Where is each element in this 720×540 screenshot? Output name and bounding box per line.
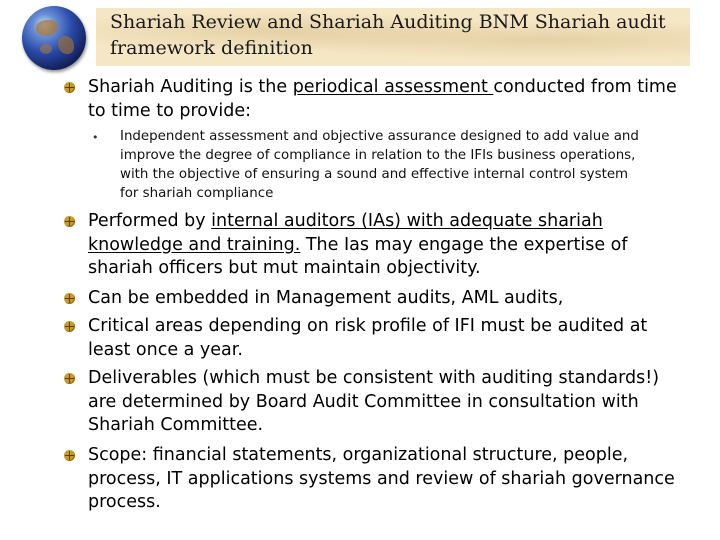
- bullet-marker-icon: [64, 373, 75, 384]
- slide-title: Shariah Review and Shariah Auditing BNM Shariah audit framework definition: [110, 11, 666, 59]
- sub-bullet-dot-icon: •: [92, 131, 99, 144]
- bullet-marker-icon: [64, 450, 75, 461]
- bullet-marker-icon: [64, 321, 75, 332]
- sub-bullet-independent-assessment: Independent assessment and objective assurance designed to add value and improve the degree of compliance in relation to the IFIs business operations, with the objective of ensuring a sound and effective internal control system for shariah compliance: [120, 129, 639, 201]
- globe-icon: [22, 6, 86, 70]
- bullet-scope: Scope: financial statements, organizational structure, people, process, IT applications systems and review of shariah governance process.: [88, 445, 675, 513]
- underlined-phrase: internal auditors (IAs) with adequate shariah knowledge and training.: [88, 211, 603, 255]
- bullet-text: conducted from time to time to provide:: [88, 77, 677, 121]
- bullet-shariah-auditing: [88, 76, 688, 123]
- bullet-marker-icon: [64, 216, 75, 227]
- bullet-performed-by: [88, 210, 688, 281]
- bullet-text: Shariah Auditing is the: [88, 77, 293, 97]
- bullet-text: Performed by: [88, 211, 212, 231]
- bullet-marker-icon: [64, 293, 75, 304]
- bullet-critical-areas: Critical areas depending on risk profile of IFI must be audited at least once a year.: [88, 316, 648, 360]
- bullet-text: The Ias may engage the expertise of shariah officers but mut maintain objectivity.: [88, 234, 628, 279]
- underlined-phrase: periodical assessment: [292, 77, 494, 97]
- bullet-deliverables: Deliverables (which must be consistent with auditing standards!) are determined by Board Audit Committee in consultation with Shariah Committee.: [88, 368, 660, 436]
- bullet-marker-icon: [64, 82, 75, 93]
- bullet-embedded-audits: Can be embedded in Management audits, AML audits,: [88, 288, 564, 308]
